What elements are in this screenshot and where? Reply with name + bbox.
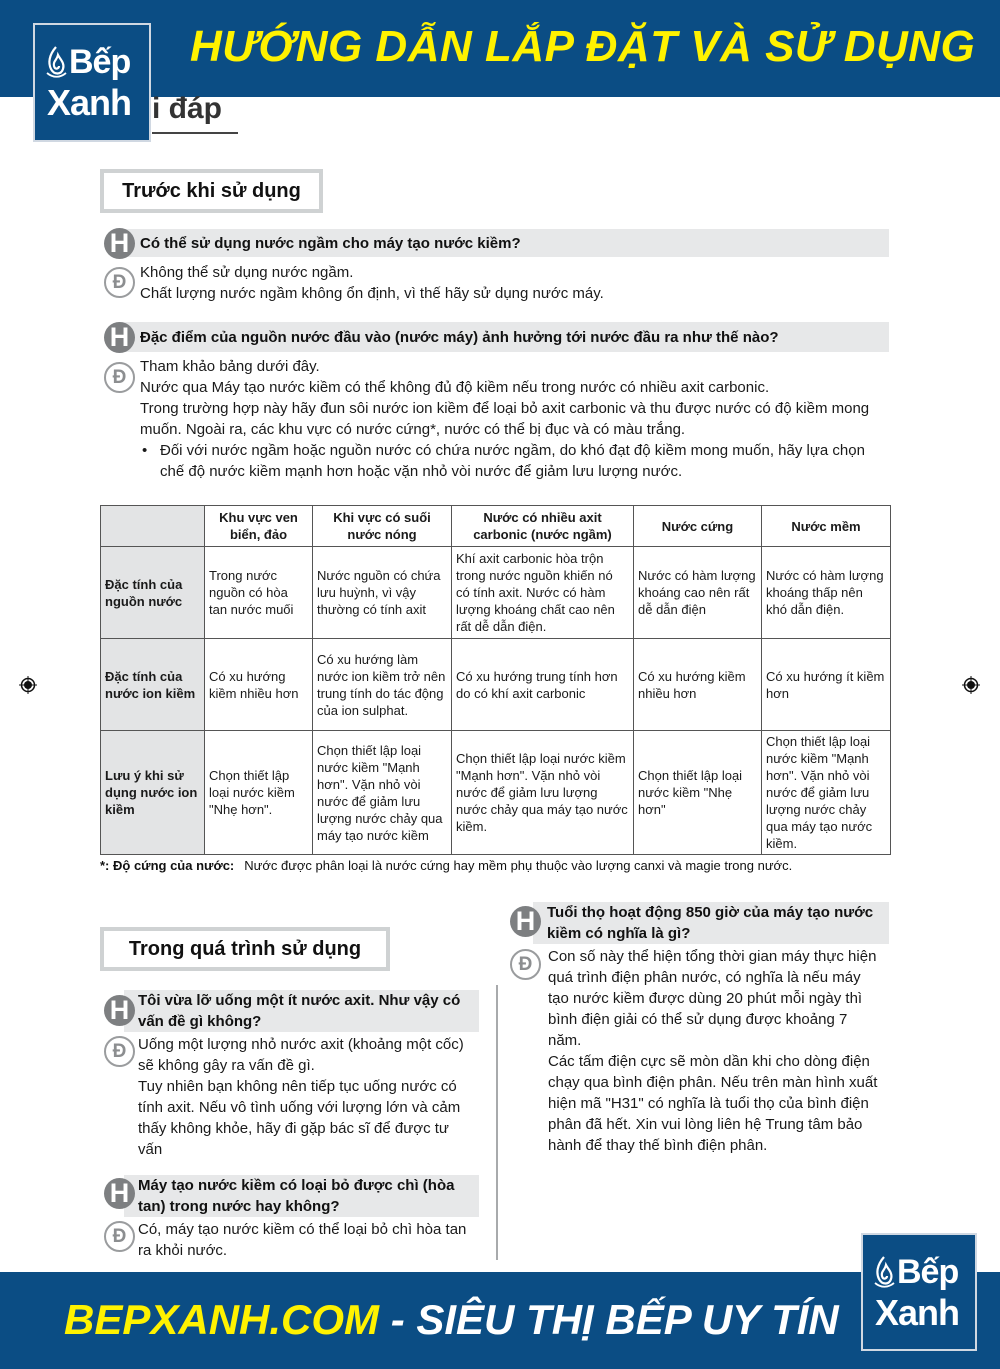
section-title-before-use: Trước khi sử dụng	[100, 169, 323, 213]
water-flame-icon	[45, 45, 67, 79]
question-block	[533, 902, 889, 944]
table-cell: Có xu hướng làm nước ion kiềm trở nên trung tính do tác động của ion sulphat.	[313, 639, 452, 731]
column-header: Nước cứng	[634, 506, 762, 547]
answer-line: Các tấm điện cực sẽ mòn dần khi cho dòng điện chạy qua bình điện phân. Nếu trên màn hình xuất hiện mã "H31" có nghĩa là tuổi thọ của bình điện phân đã hết. Xin vui lòng liên hệ Trung tâm bảo hành để thay thế bình điện phân.	[548, 1053, 878, 1154]
answer-d-icon: Đ	[510, 949, 541, 980]
question-block	[118, 322, 889, 352]
question-h-icon: H	[104, 995, 135, 1026]
table-cell: Có xu hướng ít kiềm hơn	[762, 639, 891, 731]
answer-d-icon: Đ	[104, 1036, 135, 1067]
footer-site-link[interactable]: BEPXANH.COM	[64, 1296, 380, 1343]
column-header: Khi vực có suối nước nóng	[313, 506, 452, 547]
table-cell: Có xu hướng kiềm nhiều hơn	[634, 639, 762, 731]
logo-text-xanh: Xanh	[875, 1292, 960, 1333]
question-text: Có thể sử dụng nước ngầm cho máy tạo nước kiềm?	[140, 235, 521, 252]
answer-line: Con số này thể hiện tổng thời gian máy thực hiện quá trình điện phân nước, có nghĩa là nếu máy tạo nước kiềm được dùng 20 phút mỗi ngày thì bình điện giải có thể sử dụng được khoảng 7 năm.	[548, 948, 877, 1049]
table-row	[101, 547, 891, 639]
answer-d-icon: Đ	[104, 362, 135, 393]
table-cell: Nước có hàm lượng khoáng cao nên rất dễ dẫn điện	[634, 547, 762, 639]
table-row	[101, 731, 891, 855]
table-cell: Nước có hàm lượng khoáng thấp nên khó dẫn điện.	[762, 547, 891, 639]
footnote-text: Nước được phân loại là nước cứng hay mềm phụ thuộc vào lượng canxi và magie trong nước.	[244, 858, 793, 873]
answer-d-icon: Đ	[104, 267, 135, 298]
row-header: Lưu ý khi sử dụng nước ion kiềm	[101, 731, 205, 855]
row-header: Đặc tính của nước ion kiềm	[101, 639, 205, 731]
bepxanh-logo[interactable]	[33, 23, 151, 142]
answer-line: Có, máy tạo nước kiềm có thể loại bỏ chì hòa tan ra khỏi nước.	[138, 1221, 467, 1259]
column-header: Nước có nhiều axit carbonic (nước ngầm)	[452, 506, 634, 547]
table-cell: Có xu hướng trung tính hơn do có khí axit carbonic	[452, 639, 634, 731]
question-h-icon: H	[104, 1178, 135, 1209]
question-text: Tuổi thọ hoạt động 850 giờ của máy tạo nước kiềm có nghĩa là gì?	[547, 904, 874, 942]
answer-line: Không thể sử dụng nước ngầm.	[140, 264, 354, 281]
answer-block	[548, 946, 878, 1156]
table-header-row	[101, 506, 891, 547]
logo-text-bep: Bếp	[69, 43, 131, 81]
logo-text-bep: Bếp	[897, 1253, 959, 1291]
answer-block	[140, 356, 875, 482]
question-h-icon: H	[510, 906, 541, 937]
table-cell: Trong nước nguồn có hòa tan nước muối	[205, 547, 313, 639]
question-block	[124, 1175, 479, 1217]
water-flame-icon	[873, 1255, 895, 1289]
question-text: Máy tạo nước kiềm có loại bỏ được chì (hòa tan) trong nước hay không?	[138, 1177, 455, 1215]
column-divider	[496, 985, 498, 1260]
answer-block	[138, 1034, 468, 1160]
row-header: Đặc tính của nguồn nước	[101, 547, 205, 639]
logo-text-xanh: Xanh	[47, 82, 132, 123]
footer-slogan-text: - SIÊU THỊ BẾP UY TÍN	[379, 1296, 839, 1343]
bepxanh-logo-footer[interactable]	[861, 1233, 977, 1351]
table-cell: Chọn thiết lập loại nước kiềm "Mạnh hơn". Vặn nhỏ vòi nước để giảm lưu lượng nước chảy qua máy tạo nước kiềm.	[762, 731, 891, 855]
table-footnote	[100, 858, 792, 873]
table-cell: Chọn thiết lập loại nước kiềm "Nhẹ hơn".	[205, 731, 313, 855]
answer-line: Uống một lượng nhỏ nước axit (khoảng một cốc) sẽ không gây ra vấn đề gì.	[138, 1036, 464, 1074]
answer-line: Nước qua Máy tạo nước kiềm có thể không đủ độ kiềm nếu trong nước có nhiều axit carbonic.	[140, 379, 770, 396]
heading-underline	[152, 132, 238, 134]
footer-slogan	[64, 1296, 839, 1344]
answer-line: Chất lượng nước ngầm không ổn định, vì thế hãy sử dụng nước máy.	[140, 285, 604, 302]
footnote-label: *: Độ cứng của nước:	[100, 858, 235, 873]
table-cell: Chọn thiết lập loại nước kiềm "Mạnh hơn". Vặn nhỏ vòi nước để giảm lưu lượng nước chảy qua máy tạo nước kiềm.	[452, 731, 634, 855]
question-text: Tôi vừa lỡ uống một ít nước axit. Như vậy có vấn đề gì không?	[138, 992, 461, 1030]
answer-line: Trong trường hợp này hãy đun sôi nước ion kiềm để loại bỏ axit carbonic và thu được nước có độ kiềm mong muốn. Ngoài ra, các khu vực có nước cứng*, nước có thể bị đục và có màu trắng.	[140, 400, 870, 438]
question-text: Đặc điểm của nguồn nước đầu vào (nước máy) ảnh hưởng tới nước đầu ra như thế nào?	[140, 329, 779, 346]
answer-line: Tuy nhiên bạn không nên tiếp tục uống nước có tính axit. Nếu vô tình uống với lượng lớn và cảm thấy không khỏe, hãy đi gặp bác sĩ để được tư vấn	[138, 1078, 461, 1158]
table-cell: Khí axit carbonic hòa trộn trong nước nguồn khiến nó có tính axit. Nước có hàm lượng khoáng chất cao nên rất dễ dẫn điện.	[452, 547, 634, 639]
question-h-icon: H	[104, 228, 135, 259]
question-block	[124, 990, 479, 1032]
table-cell: Nước nguồn có chứa lưu huỳnh, vì vậy thường có tính axit	[313, 547, 452, 639]
table-cell: Chọn thiết lập loại nước kiềm "Nhẹ hơn"	[634, 731, 762, 855]
banner-title: HƯỚNG DẪN LẮP ĐẶT VÀ SỬ DỤNG	[190, 22, 976, 71]
answer-bullet: • Đối với nước ngầm hoặc nguồn nước có chứa nước ngầm, do khó đạt độ kiềm mong muốn, hãy lựa chọn chế độ nước kiềm mạnh hơn hoặc vặn nhỏ vòi nước để giảm lưu lượng nước.	[140, 440, 875, 482]
table-cell: Chọn thiết lập loại nước kiềm "Mạnh hơn". Vặn nhỏ vòi nước để giảm lưu lượng nước chảy qua máy tạo nước kiềm	[313, 731, 452, 855]
table-row	[101, 639, 891, 731]
column-header: Khu vực ven biển, đảo	[205, 506, 313, 547]
section-title-during-use: Trong quá trình sử dụng	[100, 927, 390, 971]
answer-line: Tham khảo bảng dưới đây.	[140, 358, 320, 375]
crosshair-target-icon	[19, 676, 37, 694]
answer-block	[138, 1219, 468, 1261]
water-characteristics-table	[100, 505, 891, 855]
crosshair-target-icon	[962, 676, 980, 694]
table-cell: Có xu hướng kiềm nhiều hơn	[205, 639, 313, 731]
answer-d-icon: Đ	[104, 1221, 135, 1252]
table-corner-cell	[101, 506, 205, 547]
page-heading: i đáp	[152, 92, 223, 125]
answer-block	[140, 262, 890, 304]
question-block	[118, 229, 889, 257]
column-header: Nước mềm	[762, 506, 891, 547]
question-h-icon: H	[104, 322, 135, 353]
